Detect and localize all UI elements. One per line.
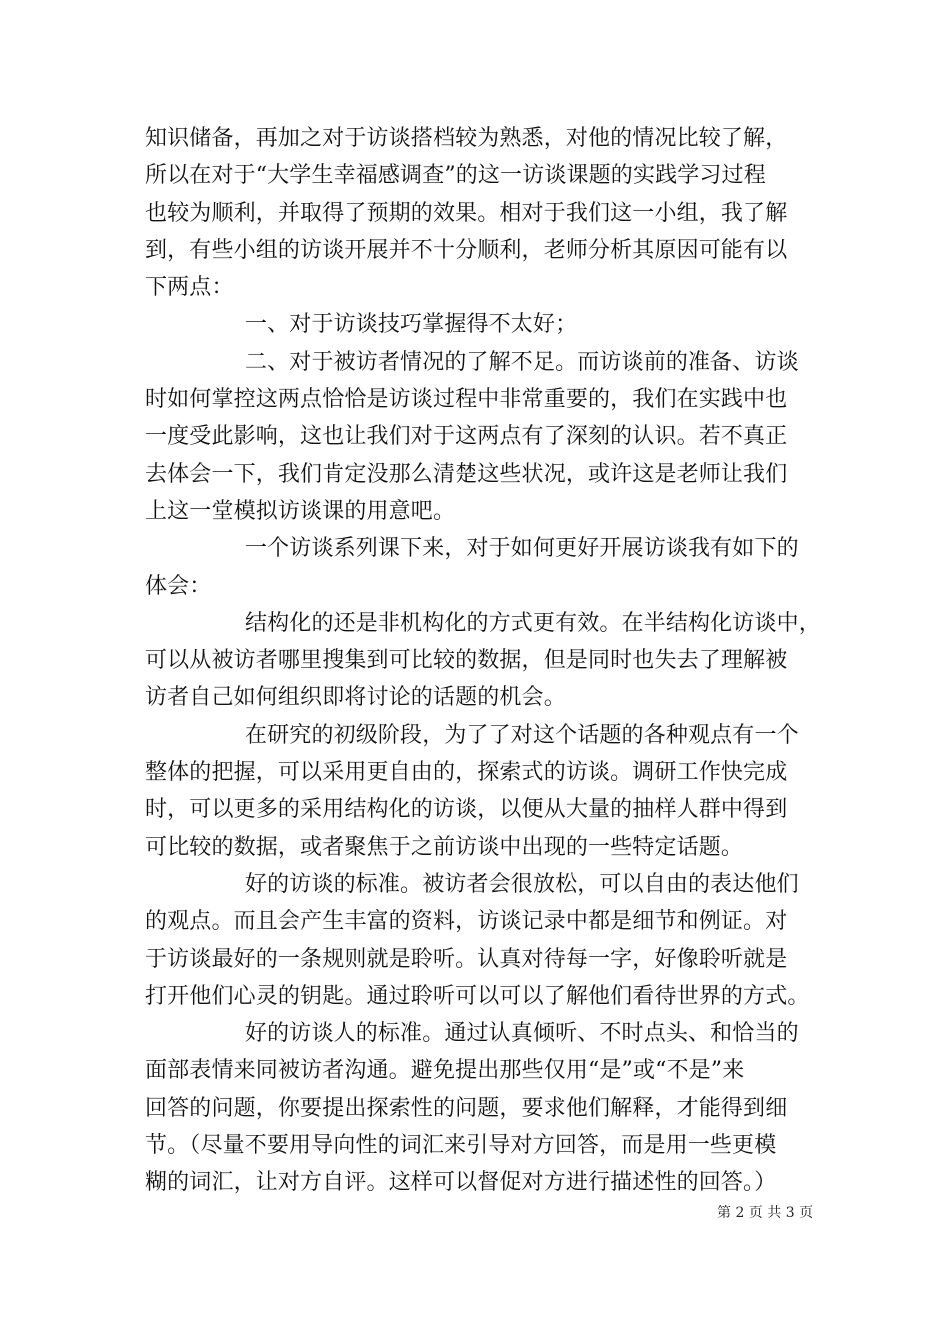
- text-line: 去体会一下，我们肯定没那么清楚这些状况，或许这是老师让我们: [145, 461, 788, 487]
- text-line: 的观点。而且会产生丰富的资料，访谈记录中都是细节和例证。对: [145, 909, 788, 935]
- text-line: 所以在对于“大学生幸福感调查”的这一访谈课题的实践学习过程: [145, 163, 766, 189]
- body-text: [145, 120, 821, 1202]
- paragraph-start: 一个访谈系列课下来，对于如何更好开展访谈我有如下的: [245, 536, 799, 562]
- text-line: 回答的问题，你要提出探索性的问题，要求他们解释，才能得到细: [145, 1095, 788, 1121]
- paragraph-start: 在研究的初级阶段，为了了对这个话题的各种观点有一个: [245, 722, 799, 748]
- text-line: 打开他们心灵的钥匙。通过聆听可以可以了解他们看待世界的方式。: [145, 983, 810, 1009]
- text-line: 上这一堂模拟访谈课的用意吧。: [145, 498, 456, 524]
- page-number-footer: 第 2 页 共 3 页: [717, 1205, 814, 1221]
- text-line: 知识储备，再加之对于访谈搭档较为熟悉，对他的情况比较了解，: [145, 126, 788, 151]
- paragraph-start: 好的访谈人的标准。通过认真倾听、不时点头、和恰当的: [245, 1021, 799, 1047]
- text-line: 体会：: [145, 573, 212, 599]
- text-line: 时，可以更多的采用结构化的访谈，以便从大量的抽样人群中得到: [145, 797, 788, 823]
- text-line: 面部表情来同被访者沟通。避免提出那些仅用“是”或“不是”来: [145, 1058, 745, 1084]
- paragraph-start: 好的访谈的标准。被访者会很放松，可以自由的表达他们: [245, 871, 799, 897]
- text-line: 糊的词汇，让对方自评。这样可以督促对方进行描述性的回答。）: [145, 1170, 777, 1196]
- text-line: 时如何掌控这两点恰恰是访谈过程中非常重要的，我们在实践中也: [145, 387, 788, 413]
- paragraph-start: 结构化的还是非机构化的方式更有效。在半结构化访谈中，: [245, 610, 821, 636]
- text-line: 访者自己如何组织即将讨论的话题的机会。: [145, 685, 566, 711]
- text-line: 整体的把握，可以采用更自由的，探索式的访谈。调研工作快完成: [145, 760, 788, 786]
- text-line: 于访谈最好的一条规则就是聆听。认真对待每一字，好像聆听就是: [145, 946, 788, 972]
- text-line: 到，有些小组的访谈开展并不十分顺利，老师分析其原因可能有以: [145, 237, 788, 263]
- text-line: 节。（尽量不要用导向性的词汇来引导对方回答，而是用一些更模: [145, 1133, 777, 1159]
- text-line: 可比较的数据，或者聚焦于之前访谈中出现的一些特定话题。: [145, 834, 744, 860]
- list-item-one: 一、对于访谈技巧掌握得不太好；: [245, 312, 578, 338]
- text-line: 下两点：: [145, 275, 234, 301]
- text-line: 一度受此影响，这也让我们对于这两点有了深刻的认识。若不真正: [145, 424, 788, 450]
- text-line: 可以从被访者哪里搜集到可比较的数据，但是同时也失去了理解被: [145, 648, 788, 674]
- text-line: 也较为顺利，并取得了预期的效果。相对于我们这一小组，我了解: [145, 200, 788, 226]
- list-item-two: 二、对于被访者情况的了解不足。而访谈前的准备、访谈: [245, 349, 799, 375]
